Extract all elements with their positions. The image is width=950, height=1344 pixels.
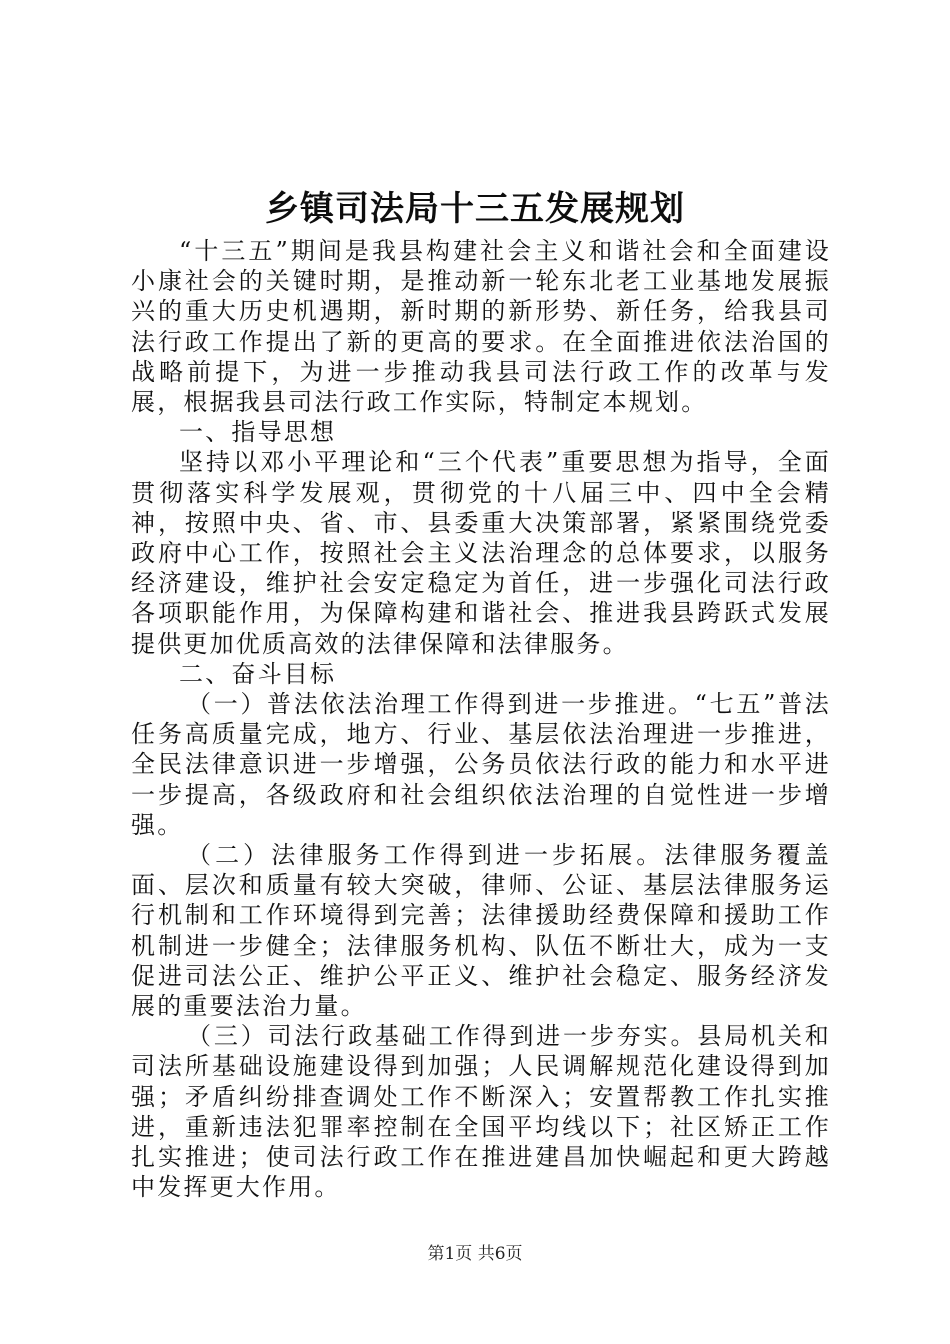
goal-item-2: （二）法律服务工作得到进一步拓展。法律服务覆盖面、层次和质量有较大突破，律师、公证、基层法律服务运行机制和工作环境得到完善；法律援助经费保障和援助工作机制进一步健全；法律服务机构、队伍不断壮大，成为一支促进司法公正、维护公平正义、维护社会稳定、服务经济发展的重要法治力量。: [131, 841, 831, 1021]
goal-item-3: （三）司法行政基础工作得到进一步夯实。县局机关和司法所基础设施建设得到加强；人民调解规范化建设得到加强；矛盾纠纷排查调处工作不断深入；安置帮教工作扎实推进，重新违法犯罪率控制在全国平均线以下；社区矫正工作扎实推进；使司法行政工作在推进建昌加快崛起和更大跨越中发挥更大作用。: [131, 1022, 831, 1202]
goal-item-1: （一）普法依法治理工作得到进一步推进。“七五”普法任务高质量完成，地方、行业、基层依法治理进一步推进，全民法律意识进一步增强，公务员依法行政的能力和水平进一步提高，各级政府和社会组织依法治理的自觉性进一步增强。: [131, 690, 831, 839]
document-title: 乡镇司法局十三五发展规划: [265, 189, 685, 229]
page-number-footer: 第1页 共6页: [427, 1244, 523, 1264]
section-heading-guiding-ideology: 一、指导思想: [179, 418, 337, 447]
intro-paragraph: “十三五”期间是我县构建社会主义和谐社会和全面建设小康社会的关键时期，是推动新一轮东北老工业基地发展振兴的重大历史机遇期，新时期的新形势、新任务，给我县司法行政工作提出了新的更高的要求。在全面推进依法治国的战略前提下，为进一步推动我县司法行政工作的改革与发展，根据我县司法行政工作实际，特制定本规划。: [131, 237, 831, 417]
section-heading-goals: 二、奋斗目标: [179, 659, 337, 688]
document-body: [131, 236, 831, 1203]
guiding-ideology-paragraph: 坚持以邓小平理论和“三个代表”重要思想为指导，全面贯彻落实科学发展观，贯彻党的十八届三中、四中全会精神，按照中央、省、市、县委重大决策部署，紧紧围绕党委政府中心工作，按照社会主义法治理念的总体要求，以服务经济建设，维护社会安定稳定为首任，进一步强化司法行政各项职能作用，为保障构建和谐社会、推进我县跨跃式发展提供更加优质高效的法律保障和法律服务。: [131, 448, 831, 658]
